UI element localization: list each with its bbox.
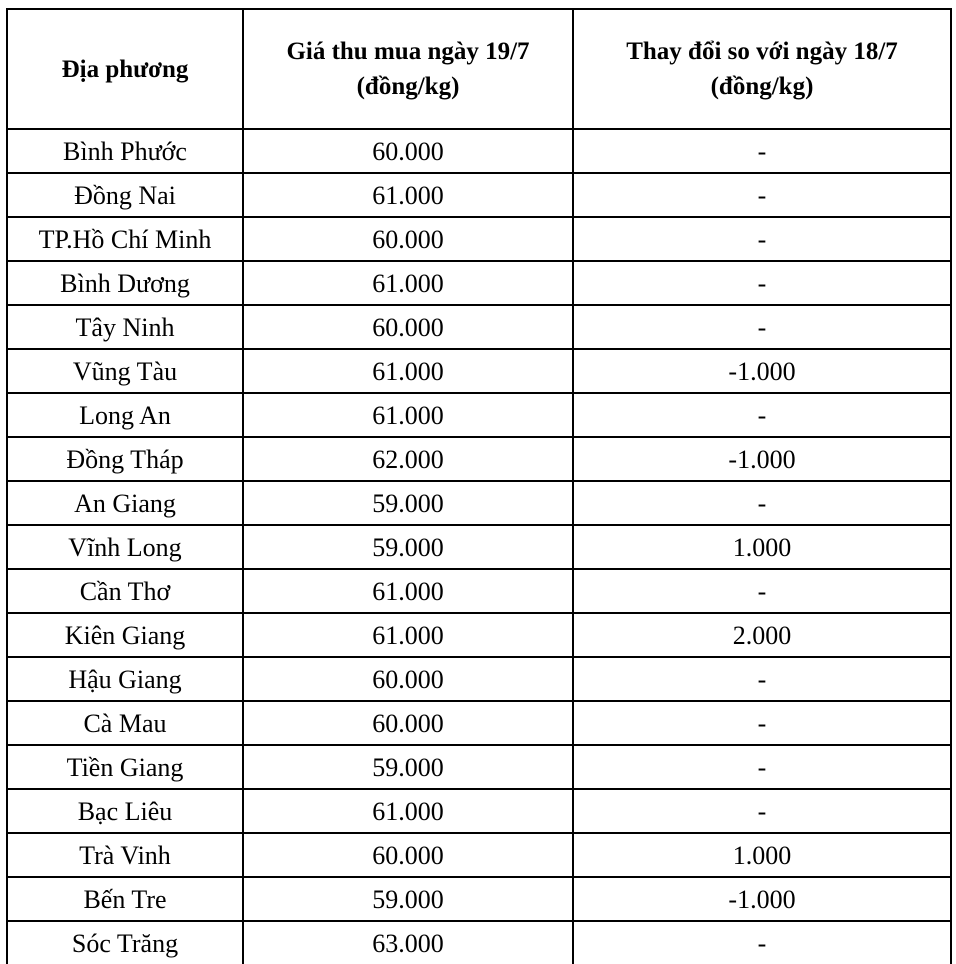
table-row (7, 437, 951, 481)
price-cell: 59.000 (243, 525, 573, 569)
price-table (6, 8, 952, 964)
region-cell: Bạc Liêu (7, 789, 243, 833)
region-cell: Vũng Tàu (7, 349, 243, 393)
table-row (7, 877, 951, 921)
header-region-label: Địa phương (61, 55, 189, 83)
change-cell: - (573, 701, 951, 745)
region-cell: Bến Tre (7, 877, 243, 921)
table-row (7, 393, 951, 437)
price-cell: 59.000 (243, 877, 573, 921)
region-cell: Tây Ninh (7, 305, 243, 349)
price-cell: 63.000 (243, 921, 573, 964)
table-row (7, 261, 951, 305)
price-cell: 60.000 (243, 305, 573, 349)
header-row (7, 9, 951, 129)
price-cell: 62.000 (243, 437, 573, 481)
change-cell: -1.000 (573, 437, 951, 481)
region-cell: An Giang (7, 481, 243, 525)
change-cell: - (573, 745, 951, 789)
table-header (7, 9, 951, 129)
region-cell: Bình Dương (7, 261, 243, 305)
region-cell: Long An (7, 393, 243, 437)
table-body (7, 129, 951, 964)
price-cell: 61.000 (243, 613, 573, 657)
change-cell: - (573, 129, 951, 173)
table-row (7, 349, 951, 393)
change-cell: - (573, 921, 951, 964)
change-cell: - (573, 305, 951, 349)
region-cell: Tiền Giang (7, 745, 243, 789)
table-row (7, 129, 951, 173)
price-cell: 61.000 (243, 789, 573, 833)
header-price-line1: Giá thu mua ngày 19/7 (286, 38, 530, 65)
change-cell: - (573, 657, 951, 701)
region-cell: Đồng Tháp (7, 437, 243, 481)
table-row (7, 305, 951, 349)
region-cell: Sóc Trăng (7, 921, 243, 964)
table-row (7, 833, 951, 877)
price-cell: 61.000 (243, 261, 573, 305)
table-row (7, 173, 951, 217)
region-cell: Cà Mau (7, 701, 243, 745)
change-cell: - (573, 261, 951, 305)
change-cell: -1.000 (573, 349, 951, 393)
change-cell: 1.000 (573, 525, 951, 569)
price-cell: 60.000 (243, 701, 573, 745)
change-cell: 2.000 (573, 613, 951, 657)
price-cell: 60.000 (243, 833, 573, 877)
change-cell: - (573, 481, 951, 525)
price-cell: 61.000 (243, 569, 573, 613)
price-cell: 59.000 (243, 745, 573, 789)
price-cell: 61.000 (243, 393, 573, 437)
region-cell: Trà Vinh (7, 833, 243, 877)
header-price-line2: (đồng/kg) (356, 73, 460, 100)
region-cell: Vĩnh Long (7, 525, 243, 569)
change-cell: -1.000 (573, 877, 951, 921)
region-cell: Đồng Nai (7, 173, 243, 217)
table-row (7, 789, 951, 833)
table-row (7, 701, 951, 745)
header-price (243, 9, 573, 129)
header-change-line2: (đồng/kg) (710, 73, 814, 100)
header-change (573, 9, 951, 129)
price-cell: 59.000 (243, 481, 573, 525)
region-cell: Cần Thơ (7, 569, 243, 613)
header-change-line1: Thay đổi so với ngày 18/7 (626, 38, 898, 65)
price-cell: 61.000 (243, 173, 573, 217)
price-cell: 60.000 (243, 129, 573, 173)
table-row (7, 217, 951, 261)
change-cell: - (573, 393, 951, 437)
change-cell: - (573, 217, 951, 261)
region-cell: Hậu Giang (7, 657, 243, 701)
table-row (7, 569, 951, 613)
table-row (7, 921, 951, 964)
table-row (7, 613, 951, 657)
price-cell: 60.000 (243, 657, 573, 701)
table-row (7, 657, 951, 701)
change-cell: - (573, 173, 951, 217)
change-cell: 1.000 (573, 833, 951, 877)
change-cell: - (573, 569, 951, 613)
region-cell: Bình Phước (7, 129, 243, 173)
header-region (7, 9, 243, 129)
table-row (7, 481, 951, 525)
change-cell: - (573, 789, 951, 833)
price-cell: 60.000 (243, 217, 573, 261)
table-row (7, 745, 951, 789)
price-cell: 61.000 (243, 349, 573, 393)
table-row (7, 525, 951, 569)
region-cell: TP.Hồ Chí Minh (7, 217, 243, 261)
region-cell: Kiên Giang (7, 613, 243, 657)
